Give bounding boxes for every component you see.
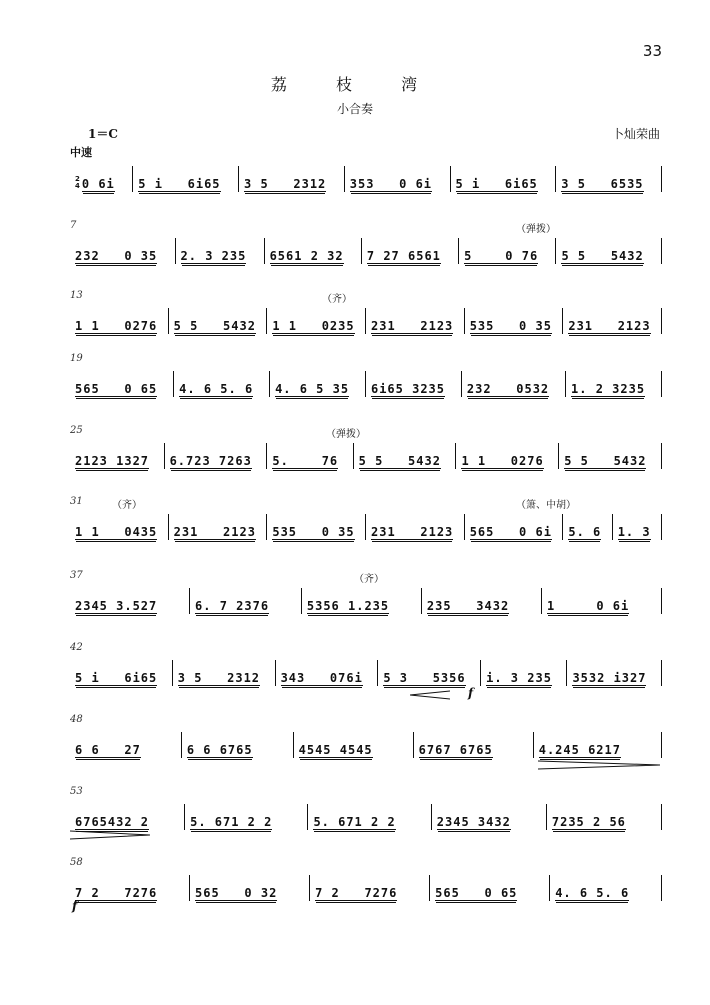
notes: 5 5 5432 [358, 454, 441, 468]
notes: 4. 6 5 35 [275, 382, 350, 396]
key-signature: 1＝C [88, 127, 118, 141]
measure [613, 514, 662, 540]
notes: 231 2123 [371, 319, 454, 333]
notes: 231 2123 [173, 525, 256, 539]
notes: 2345 3.527 [75, 599, 158, 613]
measure [176, 238, 265, 264]
measure [267, 308, 366, 334]
staff-system-10 [70, 786, 662, 844]
measure [422, 588, 542, 614]
page-number: 33 [642, 42, 662, 60]
notes: 535 0 35 [469, 319, 552, 333]
measure [366, 371, 462, 397]
measure [366, 514, 465, 540]
song-title: 荔 枝 湾 [270, 75, 440, 94]
measure [70, 443, 165, 469]
measure [70, 166, 133, 192]
notes: 3 5 2312 [244, 177, 327, 191]
measure [133, 166, 239, 192]
notes: 6 6 6765 [186, 743, 253, 757]
staff-system-7 [70, 570, 662, 628]
measure-number: 19 [70, 353, 83, 364]
staff-system-5 [70, 425, 662, 483]
notes: i. 3 235 [486, 671, 552, 685]
notes: 5. 76 [272, 454, 339, 468]
measure [462, 371, 566, 397]
measure [267, 443, 353, 469]
notes: 565 0 6i [469, 525, 552, 539]
measure [185, 804, 308, 830]
instrument-annotation: （弹拨） [516, 224, 556, 235]
measure [70, 371, 174, 397]
measure [169, 514, 268, 540]
notes: 5 i 6i65 [455, 177, 538, 191]
measure [70, 588, 190, 614]
notes: 1 1 0276 [461, 454, 544, 468]
measure-number: 37 [70, 570, 83, 581]
notes: 2123 1327 [75, 454, 150, 468]
measure-number: 31 [70, 496, 83, 507]
measure-number: 58 [70, 857, 83, 868]
notes: 232 0 35 [75, 249, 158, 263]
music-line [70, 804, 662, 830]
staff-system-2 [70, 220, 662, 278]
notes: 7 2 7276 [75, 886, 158, 900]
notes: 4.245 6217 [538, 743, 621, 757]
notes: 1 1 0435 [75, 525, 158, 539]
measure [432, 804, 547, 830]
music-line [70, 166, 662, 192]
time-signature-denominator: 4 [75, 182, 80, 190]
staff-system-9 [70, 714, 662, 772]
measure [414, 732, 534, 758]
notes: 231 2123 [371, 525, 454, 539]
measure [345, 166, 451, 192]
notes: 7 27 6561 [366, 249, 441, 263]
notes: 3 5 6535 [561, 177, 644, 191]
song-subtitle: 小合奏 [336, 102, 373, 116]
staff-system-11 [70, 857, 662, 915]
notes: 7235 2 56 [551, 815, 626, 829]
measure [70, 238, 176, 264]
measure [276, 660, 379, 686]
measure [566, 371, 662, 397]
notes: 6561 2 32 [269, 249, 344, 263]
notes: 5. 671 2 2 [313, 815, 396, 829]
instrument-annotation: （箫、中胡） [516, 500, 576, 511]
notes: 5 5 5432 [173, 319, 256, 333]
measure [70, 514, 169, 540]
forte-mark: f [468, 686, 474, 700]
notes: 5 3 5356 [383, 671, 466, 685]
notes: 1 0 6i [546, 599, 630, 613]
measure [354, 443, 457, 469]
measure [563, 308, 662, 334]
measure [165, 443, 268, 469]
notes: 6. 7 2376 [195, 599, 270, 613]
notes: 3 5 2312 [177, 671, 261, 685]
measure [70, 660, 173, 686]
measure [310, 875, 430, 901]
measure-number: 42 [70, 642, 83, 653]
notes: 565 0 32 [195, 886, 278, 900]
measure-number: 7 [70, 220, 77, 231]
notes: 6.723 7263 [169, 454, 252, 468]
measure [556, 238, 662, 264]
music-line [70, 588, 662, 614]
forte-mark: f [72, 899, 78, 913]
instrument-annotation: （弹拨） [326, 429, 366, 440]
diminuendo-hairpin [538, 760, 660, 770]
staff-system-4 [70, 353, 662, 411]
measure [173, 660, 276, 686]
notes: 231 2123 [568, 319, 651, 333]
notes: 1. 3 [617, 525, 651, 539]
notes: 5 5 5432 [561, 249, 644, 263]
measure [190, 588, 302, 614]
music-line [70, 238, 662, 264]
notes: 232 0532 [466, 382, 550, 396]
measure-number: 25 [70, 425, 83, 436]
measure [547, 804, 662, 830]
time-signature-numerator: 2 [75, 175, 80, 183]
measure [308, 804, 431, 830]
measure [70, 804, 185, 830]
instrument-annotation: （齐） [112, 500, 142, 511]
notes: 5 i 6i65 [75, 671, 158, 685]
measure [302, 588, 422, 614]
diminuendo-hairpin [70, 830, 150, 840]
measure [550, 875, 662, 901]
measure-number: 48 [70, 714, 83, 725]
music-line [70, 443, 662, 469]
measure [534, 732, 662, 758]
measure [182, 732, 294, 758]
music-line [70, 371, 662, 397]
measure [542, 588, 662, 614]
notes: 7 2 7276 [315, 886, 398, 900]
notes: 6 6 27 [75, 743, 141, 757]
notes: 565 0 65 [435, 886, 518, 900]
notes: 5 5 5432 [564, 454, 647, 468]
notes: 565 0 65 [75, 382, 158, 396]
measure [559, 443, 662, 469]
measure [265, 238, 362, 264]
measure [362, 238, 459, 264]
measure [267, 514, 366, 540]
notes: 4. 6 5. 6 [179, 382, 254, 396]
crescendo-hairpin [410, 690, 450, 700]
music-line [70, 660, 662, 686]
notes: 6765432 2 [75, 815, 150, 829]
measure [70, 732, 182, 758]
notes: 2345 3432 [436, 815, 511, 829]
notes: 6i65 3235 [370, 382, 446, 396]
notes: 1 1 0235 [272, 319, 355, 333]
measure [378, 660, 481, 686]
measure [459, 238, 556, 264]
instrument-annotation: （齐） [322, 294, 352, 305]
measure [270, 371, 366, 397]
notes: 5 i 6i65 [138, 177, 221, 191]
measure [70, 308, 169, 334]
measure [481, 660, 567, 686]
music-line [70, 514, 662, 540]
music-line [70, 875, 662, 901]
notes: 4545 4545 [298, 743, 373, 757]
notes: 0 6i [81, 177, 115, 191]
measure [169, 308, 268, 334]
measure [465, 514, 564, 540]
measure [465, 308, 564, 334]
notes: 5356 1.235 [306, 599, 390, 613]
measure [567, 660, 662, 686]
notes: 6767 6765 [418, 743, 493, 757]
measure [190, 875, 310, 901]
notes: 4. 6 5. 6 [555, 886, 630, 900]
measure [294, 732, 414, 758]
measure [563, 514, 612, 540]
measure [556, 166, 662, 192]
music-line [70, 308, 662, 334]
measure-number: 53 [70, 786, 83, 797]
staff-system-6 [70, 496, 662, 554]
notes: 535 0 35 [272, 525, 355, 539]
notes: 2. 3 235 [180, 249, 247, 263]
measure [174, 371, 270, 397]
measure [456, 443, 559, 469]
notes: 5. 671 2 2 [190, 815, 273, 829]
measure [70, 875, 190, 901]
measure [430, 875, 550, 901]
composer-credit: 卜灿荣曲 [611, 127, 660, 141]
staff-system-3 [70, 290, 662, 348]
measure [451, 166, 557, 192]
notes: 5. 6 [568, 525, 602, 539]
time-signature [75, 176, 80, 190]
tempo-marking: 中速 [70, 146, 92, 159]
notes: 353 0 6i [349, 177, 433, 191]
notes: 3532 i327 [572, 671, 647, 685]
instrument-annotation: （齐） [354, 574, 384, 585]
measure-number: 13 [70, 290, 83, 301]
staff-system-1 [70, 166, 662, 206]
music-line [70, 732, 662, 758]
notes: 1. 2 3235 [571, 382, 646, 396]
notes: 1 1 0276 [75, 319, 158, 333]
notes: 343 076i [280, 671, 363, 685]
staff-system-8 [70, 642, 662, 700]
notes: 5 0 76 [464, 249, 539, 263]
measure [239, 166, 345, 192]
measure [366, 308, 465, 334]
notes: 235 3432 [426, 599, 510, 613]
